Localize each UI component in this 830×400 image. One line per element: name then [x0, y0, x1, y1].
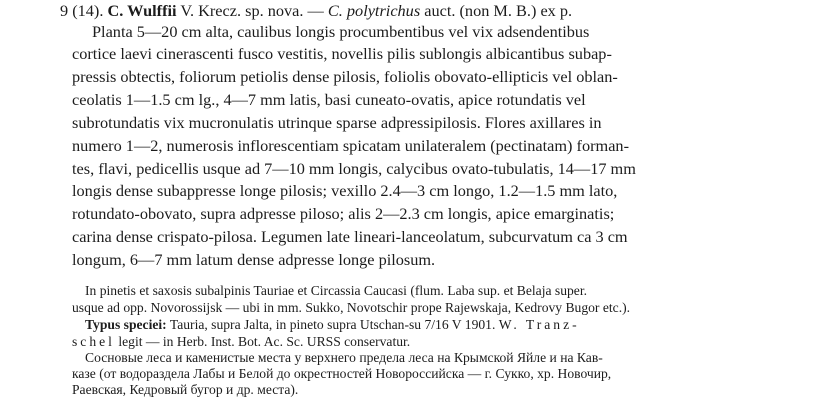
description-line: longum, 6—7 mm latum dense adpresse longe pilosum.	[72, 250, 436, 269]
species-synonym: C. polytrichus	[327, 1, 421, 20]
description-line: carina dense crispato-pilosa. Legumen late lineari-lanceolatum, subcurvatum ca 3 cm	[72, 227, 628, 246]
typus-text: Tauria, supra Jalta, in pineto supra Utschan-su 7/16 V 1901.	[169, 317, 496, 332]
description-line: ceolatis 1—1.5 cm lg., 4—7 mm latis, basi cuneato-ovatis, apice rotundatis vel	[72, 90, 586, 109]
typus-text: legit — in Herb. Inst. Bot. Ac. Sc. URSS conservatur.	[118, 334, 411, 349]
description-line: tes, flavi, pedicellis usque ad 7—10 mm longis, calycibus ovato-tubulatis, 14—17 mm	[72, 159, 636, 178]
typus-line	[85, 317, 580, 333]
russian-line: Раевская, Кедровый бугор и др. места).	[72, 382, 299, 397]
typus-collector: schel	[72, 334, 115, 349]
typus-collector: W. Tranz-	[498, 317, 580, 332]
species-name: C. Wulffii	[107, 1, 177, 20]
russian-line: Сосновые леса и каменистые места у верхнего предела леса на Крымской Яйле и на Кав-	[85, 350, 603, 365]
species-synonym-note: auct. (non M. B.) ex p.	[424, 1, 573, 20]
species-author: V. Krecz. sp. nova. —	[180, 1, 324, 20]
description-line: longis dense subappresse longe pilosis; vexillo 2.4—3 cm longo, 1.2—1.5 mm lato,	[72, 181, 618, 200]
habitat-line: usque ad opp. Novorossijsk — ubi in mm. Sukko, Novotschir prope Rajewskaja, Kedrovy Bugor etc.).	[72, 300, 631, 315]
description-line: pressis obtectis, foliorum petiolis dense pilosis, foliolis obovato-ellipticis vel oblan-	[72, 67, 618, 86]
species-number: 9 (14).	[60, 1, 104, 20]
russian-line: казе (от водораздела Лабы и Белой до окрестностей Новороссийска — г. Сукко, хр. Новочир,	[72, 366, 612, 381]
description-line: Planta 5—20 cm alta, caulibus longis procumbentibus vel vix adsendentibus	[92, 22, 590, 41]
typus-label: Typus speciei:	[85, 317, 167, 332]
description-line: cortice laevi cinerascenti fusco vestitis, novellis pilis sublongis albicantibus subap-	[72, 44, 612, 63]
typus-line	[72, 334, 410, 350]
habitat-line: In pinetis et saxosis subalpinis Tauriae et Circassia Caucasi (flum. Laba sup. et Belaja super.	[85, 283, 588, 298]
description-line: rotundato-obovato, supra adpresse piloso; alis 2—2.3 cm longis, apice emarginatis;	[72, 204, 615, 223]
description-line: subrotundatis vix mucronulatis utrinque sparse adpressipilosis. Flores axillares in	[72, 113, 602, 132]
species-heading	[60, 1, 572, 21]
description-line: numero 1—2, numerosis inflorescentiam spicatam unilateralem (pectinatam) forman-	[72, 136, 629, 155]
